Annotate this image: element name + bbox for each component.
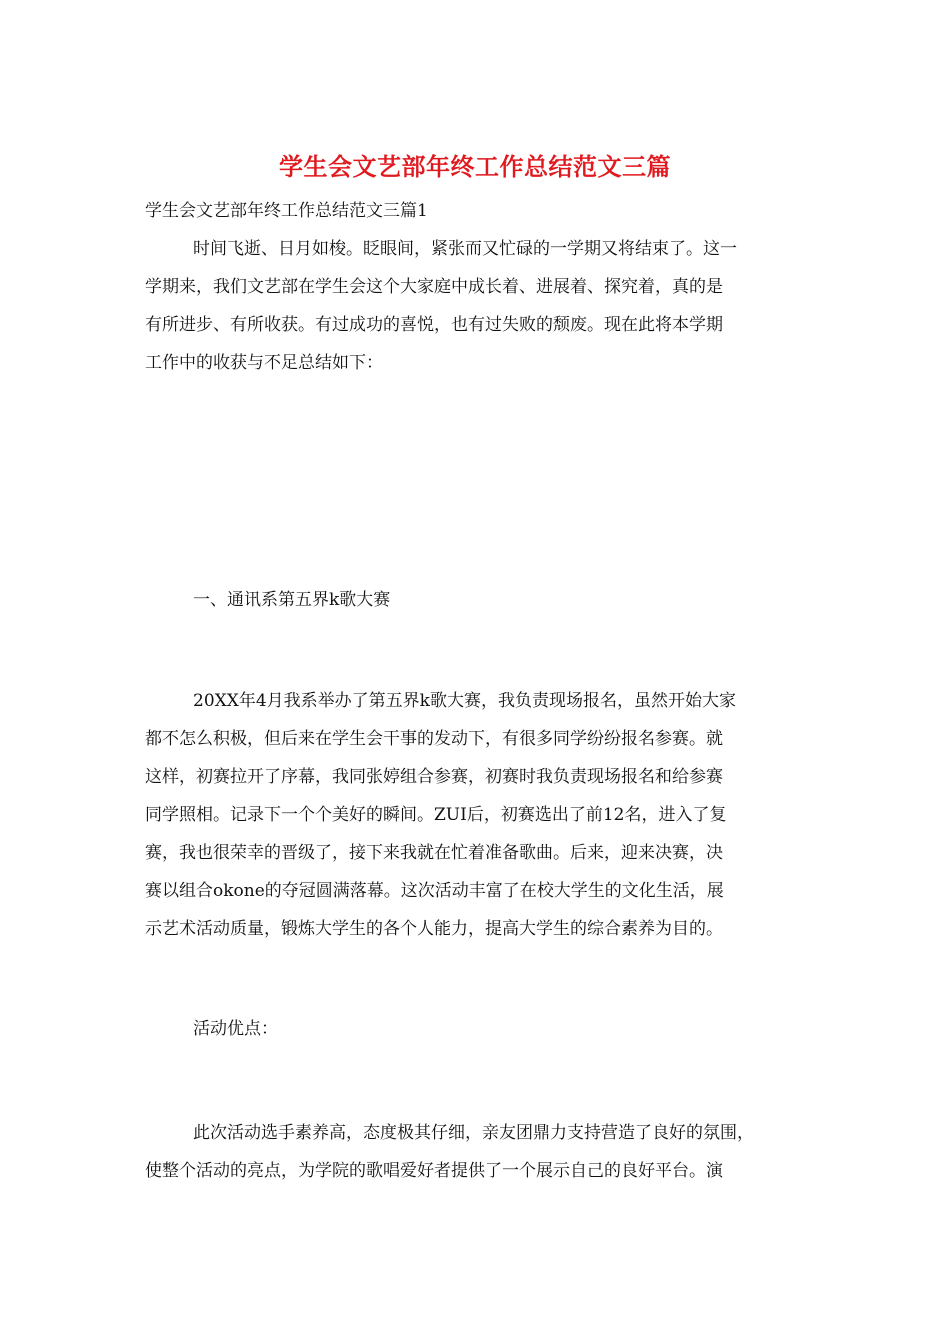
intro-paragraph: [145, 230, 805, 382]
paragraph-line: 赛，我也很荣幸的晋级了，接下来我就在忙着准备歌曲。后来，迎来决赛，决: [145, 843, 723, 863]
document-subtitle: 学生会文艺部年终工作总结范文三篇1: [145, 201, 428, 221]
document-title: 学生会文艺部年终工作总结范文三篇: [279, 152, 671, 181]
paragraph-line: 同学照相。记录下一个个美好的瞬间。ZUI后，初赛选出了前12名，进入了复: [145, 805, 727, 825]
paragraph-line: 工作中的收获与不足总结如下：: [145, 353, 383, 373]
section1-paragraph: [145, 682, 805, 948]
paragraph-line: 此次活动选手素养高，态度极其仔细，亲友团鼎力支持营造了良好的氛围，: [193, 1123, 754, 1143]
paragraph-line: 赛以组合okone的夺冠圆满落幕。这次活动丰富了在校大学生的文化生活，展: [145, 881, 724, 901]
paragraph-line: 示艺术活动质量，锻炼大学生的各个人能力，提高大学生的综合素养为目的。: [145, 919, 723, 939]
advantages-paragraph: [145, 1114, 805, 1190]
paragraph-line: 使整个活动的亮点，为学院的歌唱爱好者提供了一个展示自己的良好平台。演: [145, 1161, 723, 1181]
paragraph-line: 时间飞逝、日月如梭。眨眼间，紧张而又忙碌的一学期又将结束了。这一: [193, 239, 737, 259]
paragraph-line: 有所进步、有所收获。有过成功的喜悦，也有过失败的颓废。现在此将本学期: [145, 315, 723, 335]
paragraph-line: 学期来，我们文艺部在学生会这个大家庭中成长着、进展着、探究着，真的是: [145, 277, 723, 297]
section-heading: 一、通讯系第五界k歌大赛: [193, 590, 391, 610]
paragraph-line: 都不怎么积极，但后来在学生会干事的发动下，有很多同学纷纷报名参赛。就: [145, 729, 723, 749]
paragraph-line: 这样，初赛拉开了序幕，我同张婷组合参赛，初赛时我负责现场报名和给参赛: [145, 767, 723, 787]
advantages-heading: 活动优点：: [193, 1019, 278, 1039]
paragraph-line: 20XX年4月我系举办了第五界k歌大赛，我负责现场报名，虽然开始大家: [193, 691, 736, 711]
